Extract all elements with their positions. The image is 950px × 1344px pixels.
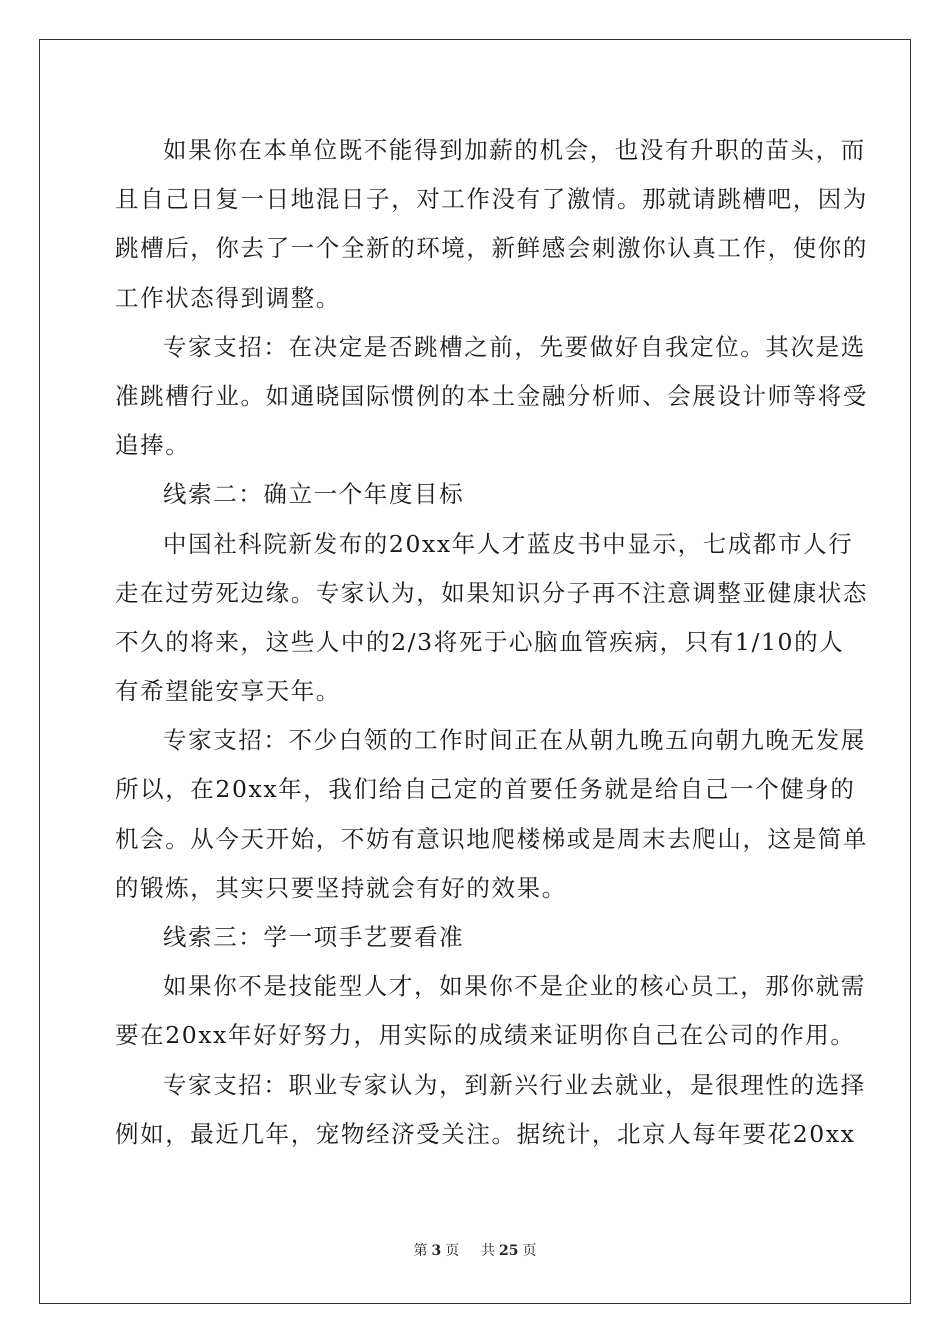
paragraph-line: 例如，最近几年，宠物经济受关注。据统计，北京人每年要花20xx — [115, 1119, 856, 1148]
page-total-suffix: 页 — [522, 1243, 537, 1259]
page-number-prefix: 第 — [413, 1243, 428, 1259]
paragraph-line: 走在过劳死边缘。专家认为，如果知识分子再不注意调整亚健康状态 — [115, 578, 868, 607]
paragraph-line: 工作状态得到调整。 — [115, 283, 341, 312]
paragraph-line: 要在20xx年好好努力，用实际的成绩来证明你自己在公司的作用。 — [115, 1021, 856, 1050]
page-footer — [0, 1240, 950, 1260]
paragraph-line: 专家支招：在决定是否跳槽之前，先要做好自我定位。其次是选 — [163, 332, 866, 361]
page-total-prefix: 共 — [481, 1243, 496, 1259]
page-number-current: 3 — [431, 1243, 442, 1259]
paragraph-line: 的锻炼，其实只要坚持就会有好的效果。 — [115, 873, 567, 902]
paragraph-line: 专家支招：职业专家认为，到新兴行业去就业，是很理性的选择 — [163, 1070, 866, 1099]
document-body — [115, 126, 868, 1159]
paragraph-line: 如果你在本单位既不能得到加薪的机会，也没有升职的苗头，而 — [163, 136, 866, 164]
paragraph-line: 有希望能安享天年。 — [115, 677, 341, 706]
page-number-suffix: 页 — [445, 1243, 460, 1259]
section-heading: 线索三：学一项手艺要看准 — [163, 923, 465, 951]
paragraph-line: 且自己日复一日地混日子，对工作没有了激情。那就请跳槽吧，因为 — [115, 185, 868, 214]
paragraph-line: 中国社科院新发布的20xx年人才蓝皮书中显示，七成都市人行 — [163, 529, 854, 558]
paragraph-line: 跳槽后，你去了一个全新的环境，新鲜感会刺激你认真工作，使你的 — [115, 234, 868, 263]
paragraph-line: 追捧。 — [115, 431, 191, 460]
paragraph-line: 不久的将来，这些人中的2/3将死于心脑血管疾病，只有1/10的人 — [115, 627, 845, 656]
paragraph-line: 专家支招：不少白领的工作时间正在从朝九晚五向朝九晚无发展 — [163, 726, 866, 755]
paragraph-line: 准跳槽行业。如通晓国际惯例的本土金融分析师、会展设计师等将受 — [115, 381, 868, 410]
section-heading: 线索二：确立一个年度目标 — [163, 480, 465, 509]
paragraph-line: 所以，在20xx年，我们给自己定的首要任务就是给自己一个健身的 — [115, 775, 856, 804]
page-total: 25 — [499, 1243, 519, 1259]
paragraph-line: 如果你不是技能型人才，如果你不是企业的核心员工，那你就需 — [163, 972, 866, 1001]
paragraph-line: 机会。从今天开始，不妨有意识地爬楼梯或是周末去爬山，这是简单 — [115, 824, 868, 853]
